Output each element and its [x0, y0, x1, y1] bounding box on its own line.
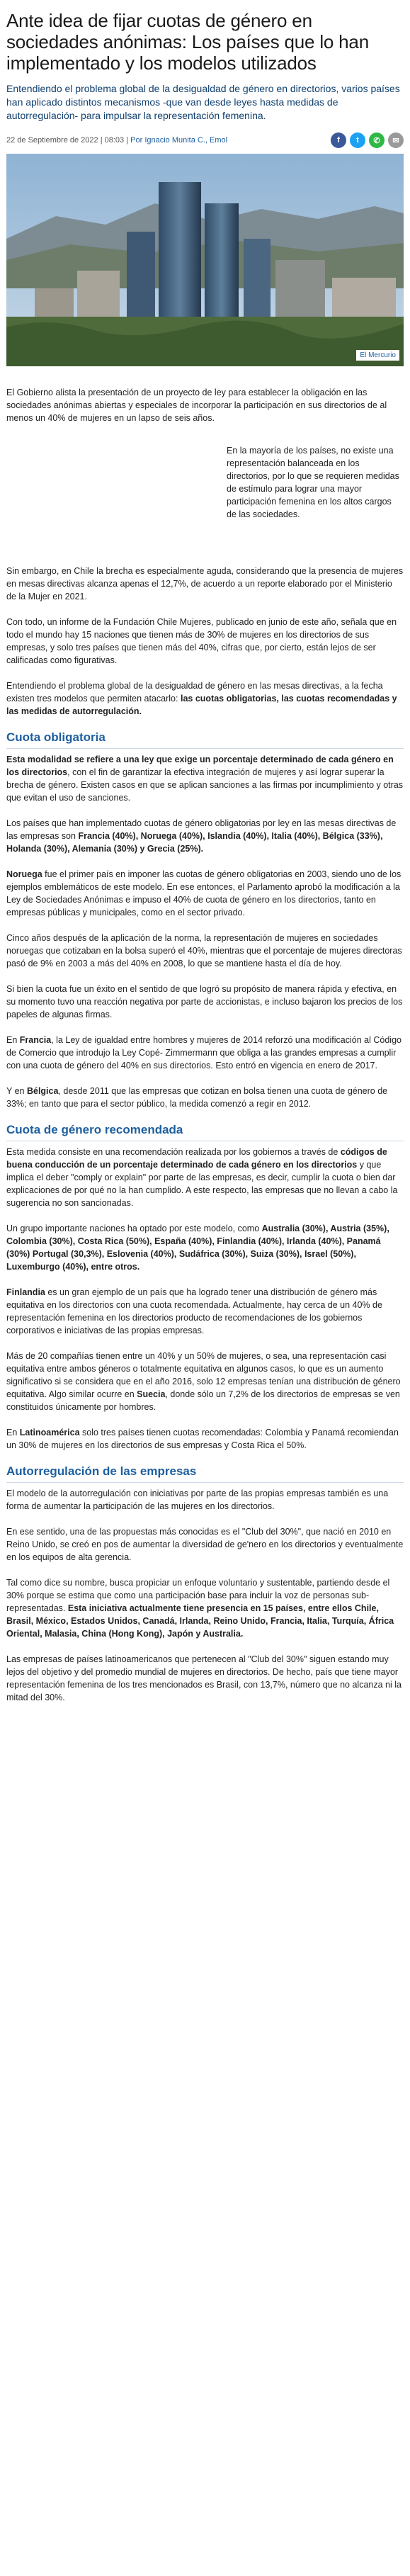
paragraph-bold: Australia (30%), Austria (35%), Colombia (30%), Costa Rica (50%), España (40%), Finlandia (40%), Irlanda (40%), Panamá (30%) Portugal (30,3%), Eslovenia (40%), Sudáfrica (30%), Suiza (30%), Israel (50%), Luxemburgo (40%), entre otros. [6, 1224, 389, 1272]
share-buttons [331, 132, 404, 148]
paragraph [6, 1576, 404, 1640]
image-credit: El Mercurio [356, 350, 399, 361]
paragraph [6, 1034, 404, 1072]
section-heading: Autorregulación de las empresas [6, 1464, 404, 1483]
paragraph-bold: códigos de buena conducción de un porcentaje determinado de cada género en los directorios [6, 1147, 387, 1170]
paragraph-text: solo tres países tienen cuotas recomendadas: Colombia y Panamá recomiendan un 30% de mujeres en los directorios de sus empresas y Costa Rica el 50%. [6, 1428, 399, 1450]
paragraph-bold: Francia [19, 1035, 52, 1045]
section-heading: Cuota obligatoria [6, 730, 404, 749]
paragraph-text: , con el fin de garantizar la efectiva integración de mujeres y así lograr superar la brecha de género. Existen casos en que se aplican sanciones a las firmas por incumplimiento y otras que evitan el uso de sanciones. [6, 767, 404, 803]
paragraph: En ese sentido, una de las propuestas más conocidas es el "Club del 30%", que nació en 2010 en Reino Unido, se creó en pos de aumentar la diversidad de ge'nero en los directorios y eventualmente en los equipos de alta gerencia. [6, 1527, 404, 1562]
article-lead: Entendiendo el problema global de la desigualdad de género en directorios, varios países han aplicado distintos mecanismos -que van desde leyes hasta medidas de autorregulación- para impulsar la representación femenina. [6, 83, 400, 121]
paragraph-text: En [6, 1035, 20, 1045]
paragraph-bold: Francia (40%), Noruega (40%), Islandia (40%), Italia (40%), Bélgica (33%), Holanda (30%), Alemania (30%) y Grecia (25%). [6, 831, 383, 854]
paragraph-bold: las cuotas obligatorias, las cuotas recomendadas y las medidas de autorregulación. [6, 694, 397, 716]
paragraph [6, 1146, 404, 1209]
paragraph [6, 1085, 404, 1110]
facebook-icon[interactable]: f [331, 132, 346, 148]
paragraph [6, 753, 404, 804]
paragraph-text: En [6, 1428, 20, 1437]
paragraph-text: Tal como dice su nombre, busca propiciar un enfoque voluntario y sustentable, partiendo desde el 30% porque se estima que como una participación base para incluir la voz de personas sub-representadas. [6, 1578, 390, 1613]
paragraph [6, 1222, 404, 1273]
author-link[interactable]: Por Ignacio Munita C., Emol [130, 136, 228, 145]
paragraph: El modelo de la autorregulación con iniciativas por parte de las propias empresas también es una forma de aumentar la participación de las mujeres en los directorios. [6, 1488, 389, 1511]
paragraph [6, 1350, 404, 1413]
pull-quote: En la mayoría de los países, no existe una representación balanceada en los directorios, por lo que se requieren medidas de estímulo para lograr una mayor participación femenina en los altos cargos de las sociedades. [227, 446, 399, 519]
paragraph-bold: Bélgica [26, 1086, 59, 1096]
paragraph: Con todo, un informe de la Fundación Chile Mujeres, publicado en junio de este año, señala que en todo el mundo hay 15 naciones que tienen más de 30% de mujeres en los directorios de sus empresas, y solo tres países que tienen más del 40%, cifras que, por cierto, están lejos de ser calificadas como figurativas. [6, 617, 397, 665]
paragraph: Si bien la cuota fue un éxito en el sentido de que logró su propósito de manera rápida y efectiva, en su momento tuvo una reacción negativa por parte de accionistas, e incluso bajaron los precios de los papeles de algunas firmas. [6, 984, 403, 1019]
paragraph [6, 1286, 404, 1337]
section-heading: Cuota de género recomendada [6, 1123, 404, 1141]
paragraph [6, 868, 404, 919]
paragraph: Sin embargo, en Chile la brecha es especialmente aguda, considerando que la presencia de mujeres en mesas directivas alcanza apenas el 12,7%, de acuerdo a un reporte elaborado por el Ministerio de la Mujer en 2021. [6, 566, 404, 601]
paragraph-text: es un gran ejemplo de un país que ha logrado tener una distribución de género más equitativa en los directorios con una cuota recomendada. Actualmente, hay cerca de un 40% de representación femenina en los directorios producto de recomendaciones de los gobiernos corporativos e iniciativas de las propias empresas. [6, 1287, 382, 1335]
paragraph-text: Esta medida consiste en una recomendación realizada por los gobiernos a través de [6, 1147, 341, 1157]
article-title: Ante idea de fijar cuotas de género en sociedades anónimas: Los países que lo han implementado y los modelos utilizados [6, 10, 369, 74]
paragraph-text: Los países que han implementado cuotas de género obligatorias por ley en las mesas directivas de las empresas son [6, 818, 397, 841]
publish-date: 22 de Septiembre de 2022 | 08:03 | [6, 136, 129, 145]
hero-image [6, 154, 404, 366]
paragraph-text: Más de 20 compañías tienen entre un 40% y un 50% de mujeres, o sea, una representación casi equitativa entre ambos géneros o totalmente equitativa en algunos casos, lo que es un aumento significativo si se considera que en el año 2016, solo 12 empresas tenían una distribución de género equitativa. Algo similar ocurre en [6, 1351, 401, 1399]
article-meta [6, 132, 404, 148]
intro-block [6, 386, 404, 577]
byline [6, 136, 227, 145]
paragraph-text: , la Ley de igualdad entre hombres y mujeres de 2014 reforzó una modificación al Código de Comercio que introdujo la Ley Copé- Zimmermann que obliga a las grandes empresas a cumplir con una cuota de género del 40% en sus directorios. Esto entró en vigencia en enero de 2017. [6, 1035, 402, 1070]
paragraph-text: fue el primer país en imponer las cuotas de género obligatorias en 2003, siendo uno de los ejemplos emblemáticos de este modelo. En ese entonces, el Parlamento aprobó la modificación a la Ley de Sociedades Anónimas e impuso el 40% de cuota de género en los directorios, tanto en empresas públicas y municipales, como en el sector privado. [6, 869, 402, 917]
paragraph-text: y que implica el deber "comply or explain" por parte de las empresas, es decir, cumplir la cuota o bien dar explicaciones de por qué no la han cumplido. A este respecto, las empresas que no llevan a cabo la sugerencia no son sancionadas. [6, 1160, 398, 1208]
paragraph [6, 1426, 404, 1452]
twitter-icon[interactable]: t [350, 132, 365, 148]
paragraph-bold: Esta iniciativa actualmente tiene presencia en 15 países, entre ellos Chile, Brasil, México, Estados Unidos, Canadá, Irlanda, Reino Unido, Francia, Italia, Turquía, África Oriental, Malasia, China (Hong Kong), Japón y Australia. [6, 1603, 394, 1639]
paragraph [6, 817, 404, 855]
paragraph-bold: Finlandia [6, 1287, 45, 1297]
paragraph-bold: Latinoamérica [19, 1428, 80, 1437]
paragraph: Las empresas de países latinoamericanos que pertenecen al "Club del 30%" siguen estando muy lejos del objetivo y del promedio mundial de mujeres en directorios. De hecho, país que tiene mayor representación femenina de los tres mencionados es Brasil, con 13,7%, número que no alcanza ni la mitad del 30%. [6, 1654, 402, 1702]
paragraph-text: Un grupo importante naciones ha optado por este modelo, como [6, 1224, 262, 1233]
paragraph-text: , donde sólo un 7,2% de los directorios de empresas se ven constituidos únicamente por hombres. [6, 1389, 400, 1412]
city-skyline-image [6, 154, 404, 366]
paragraph: El Gobierno alista la presentación de un proyecto de ley para establecer la obligación en las sociedades anónimas abiertas y especiales de incorporar la participación en sus directorios de al menos un 40% de mujeres en un lapso de seis años. [6, 388, 387, 423]
paragraph-bold: Esta modalidad se refiere a una ley que exige un porcentaje determinado de cada género en los directorios [6, 755, 394, 777]
email-icon[interactable]: ✉ [388, 132, 404, 148]
paragraph-text: Y en [6, 1086, 27, 1096]
paragraph: Cinco años después de la aplicación de la norma, la representación de mujeres en sociedades noruegas que cotizaban en la bolsa superó el 40%, mientras que el porcentaje de mujeres directoras pasó de 9% en 2003 a más del 40% en 2008, lo que se mantiene hasta el día de hoy. [6, 933, 402, 968]
paragraph-text: Entendiendo el problema global de la desigualdad de género en las mesas directivas, a la fecha existen tres modelos que permiten atacarlo: [6, 681, 383, 704]
paragraph-bold: Suecia [137, 1389, 166, 1399]
paragraph-text: , desde 2011 que las empresas que cotizan en bolsa tienen una cuota de género de 33%; en tanto que para el sector público, la medida comenzó a regir en 2012. [6, 1086, 388, 1109]
paragraph [6, 679, 404, 718]
paragraph-bold: Noruega [6, 869, 42, 879]
whatsapp-icon[interactable]: ✆ [369, 132, 385, 148]
